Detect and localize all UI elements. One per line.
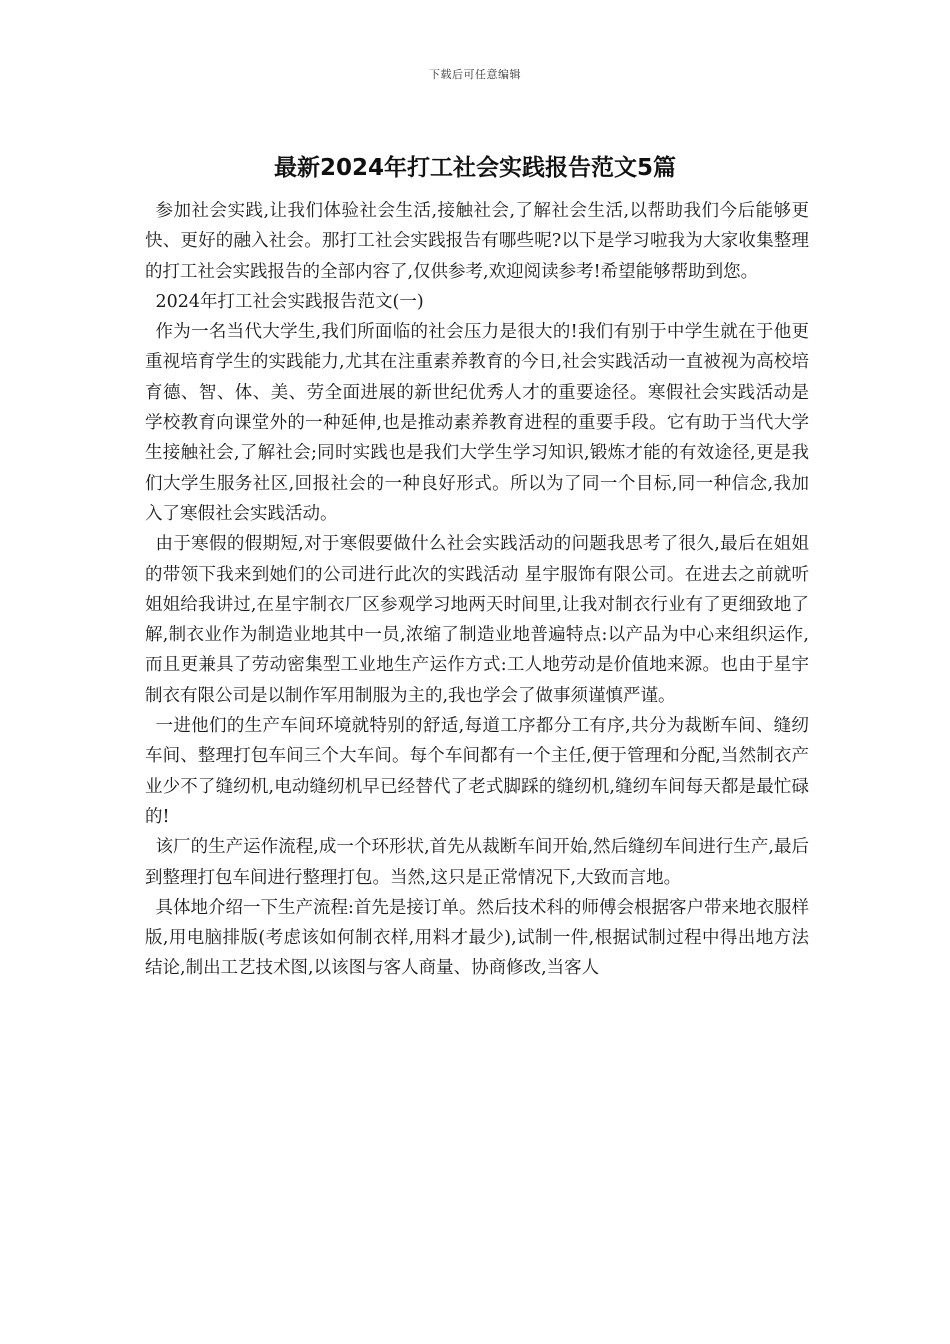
paragraph: 一进他们的生产车间环境就特别的舒适,每道工序都分工有序,共分为裁断车间、缝纫车间、整理打包车间三个大车间。每个车间都有一个主任,便于管理和分配,当然制衣产业少不了缝纫机,电动缝纫机早已经替代了老式脚踩的缝纫机,缝纫车间每天都是最忙碌的! bbox=[145, 716, 809, 827]
section-heading: 2024年打工社会实践报告范文(一) bbox=[155, 291, 424, 312]
header-note: 下载后可任意编辑 bbox=[429, 68, 521, 81]
page-title: 最新2024年打工社会实践报告范文5篇 bbox=[273, 155, 677, 181]
paragraph-intro: 参加社会实践,让我们体验社会生活,接触社会,了解社会生活,以帮助我们今后能够更快、更好的融入社会。那打工社会实践报告有哪些呢?以下是学习啦我为大家收集整理的打工社会实践报告的全部内容了,仅供参考,欢迎阅读参考!希望能够帮助到您。 bbox=[145, 201, 809, 282]
paragraph: 作为一名当代大学生,我们所面临的社会压力是很大的!我们有别于中学生就在于他更重视培育学生的实践能力,尤其在注重素养教育的今日,社会实践活动一直被视为高校培育德、智、体、美、劳全面进展的新世纪优秀人才的重要途径。寒假社会实践活动是学校教育向课堂外的一种延伸,也是推动素养教育进程的重要手段。它有助于当代大学生接触社会,了解社会;同时实践也是我们大学生学习知识,锻炼才能的有效途径,更是我们大学生服务社区,回报社会的一种良好形式。所以为了同一个目标,同一种信念,我加入了寒假社会实践活动。 bbox=[145, 322, 809, 524]
paragraph: 该厂的生产运作流程,成一个环形状,首先从裁断车间开始,然后缝纫车间进行生产,最后到整理打包车间进行整理打包。当然,这只是正常情况下,大致而言地。 bbox=[145, 837, 809, 888]
document-body bbox=[145, 196, 809, 984]
paragraph: 具体地介绍一下生产流程:首先是接订单。然后技术科的师傅会根据客户带来地衣服样版,用电脑排版(考虑该如何制衣样,用料才最少),试制一件,根据试制过程中得出地方法结论,制出工艺技术图,以该图与客人商量、协商修改,当客人 bbox=[145, 897, 809, 979]
paragraph: 由于寒假的假期短,对于寒假要做什么社会实践活动的问题我思考了很久,最后在姐姐的带领下我来到她们的公司进行此次的实践活动 星宇服饰有限公司。在进去之前就听姐姐给我讲过,在星宇制衣厂区参观学习地两天时间里,让我对制衣行业有了更细致地了解,制衣业作为制造业地其中一员,浓缩了制造业地普遍特点:以产品为中心来组织运作,而且更兼具了劳动密集型工业地生产运作方式:工人地劳动是价值地来源。也由于星宇制衣有限公司是以制作军用制服为主的,我也学会了做事须谨慎严谨。 bbox=[145, 534, 809, 706]
